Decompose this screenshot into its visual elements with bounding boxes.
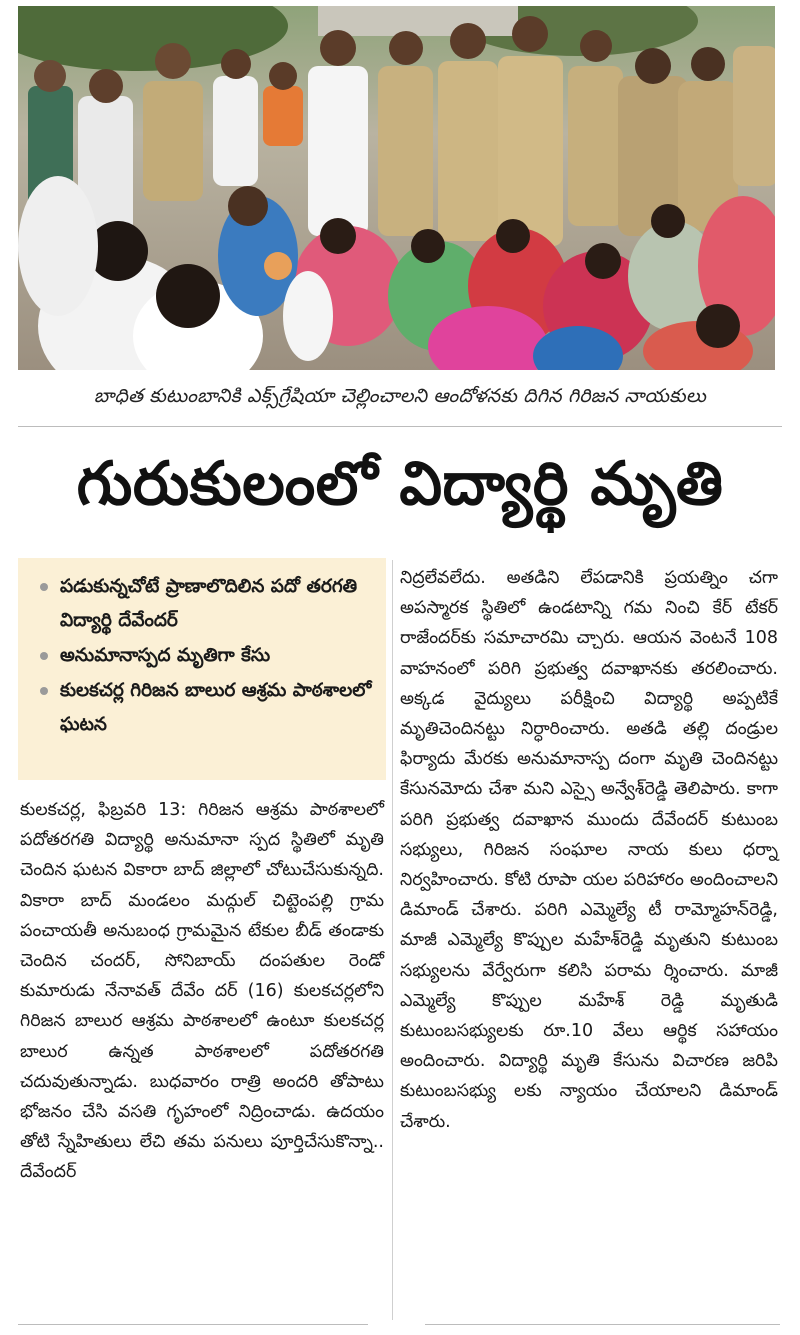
news-photo xyxy=(18,6,775,370)
highlight-item: పడుకున్నచోటే ప్రాణాలొదిలిన పదో తరగతి విద్యార్థి దేవేందర్ xyxy=(36,570,374,638)
headline: గురుకులంలో విద్యార్థి మృతి xyxy=(76,449,724,519)
photo-caption: బాధిత కుటుంబానికి ఎక్స్‌గ్రేషియా చెల్లించాలని ఆందోళనకు దిగిన గిరిజన నాయకులు xyxy=(93,384,707,407)
article-body-right: నిద్రలేవలేదు. అతడిని లేపడానికి ప్రయత్నిం చగా అపస్మారక స్థితిలో ఉండటాన్ని గమ నించి కేర్ టేకర్ రాజేందర్‌కు సమాచారమి చ్చారు. ఆయన వెంటనే 108 వాహనంలో పరిగి ప్రభుత్వ దవాఖానకు తరలించారు. అక్కడ వైద్యులు పరీక్షించి విద్యార్థి అప్పటికే మృతిచెందినట్టు నిర్ధారించారు. అతడి తల్లి దండ్రుల ఫిర్యాదు మేరకు అనుమానాస్ప దంగా మృతి చెందినట్టు కేసునమోదు చేశా మని ఎస్సై అన్వేశ్‌రెడ్డి తెలిపారు. కాగా పరిగి ప్రభుత్వ దవాఖాన ముందు దేవేందర్ కుటుంబ సభ్యులు, గిరిజన సంఘాల నాయ కులు ధర్నా నిర్వహించారు. కోటి రూపా యల పరిహారం అందించాలని డిమాండ్ చేశారు. పరిగి ఎమ్మెల్యే టీ రామ్మోహన్‌రెడ్డి, మాజీ ఎమ్మెల్యే కొప్పుల మహేశ్‌రెడ్డి మృతుని కుటుంబ సభ్యులను వేర్వేరుగా కలిసి పరామ ర్శించారు. మాజీ ఎమ్మెల్యే కొప్పుల మహేశ్ రెడ్డి మృతుడి కుటుంబసభ్యులకు రూ.10 వేలు ఆర్థిక సహాయం అందించారు. విద్యార్థి మృతి కేసును విచారణ జరిపి కుటుంబసభ్యు లకు న్యాయం చేయాలని డిమాండ్ చేశారు. xyxy=(400,568,778,1132)
bottom-rule-left xyxy=(18,1324,368,1325)
highlight-item: అనుమానాస్పద మృతిగా కేసు xyxy=(36,639,374,673)
highlight-item: కులకచర్ల గిరిజన బాలుర ఆశ్రమ పాఠశాలలో ఘటన xyxy=(36,674,374,742)
column-divider xyxy=(392,560,393,1320)
article-body-left: కులకచర్ల, ఫిబ్రవరి 13: గిరిజన ఆశ్రమ పాఠశాలలో పదోతరగతి విద్యార్థి అనుమానా స్పద స్థితిలో మృతి చెందిన ఘటన వికారా బాద్ జిల్లాలో చోటుచేసుకున్నది. వికారా బాద్ మండలం మద్గుల్ చిట్టెంపల్లి గ్రామ పంచాయతీ అనుబంధ గ్రామమైన టేకుల బీడ్ తండాకు చెందిన చందర్, సోనిబాయ్ దంపతుల రెండో కుమారుడు నేనావత్ దేవేం దర్ (16) కులకచర్లలోని గిరిజన బాలుర ఆశ్రమ పాఠశాలలో ఉంటూ కులకచర్ల బాలుర ఉన్నత పాఠశాలలో పదోతరగతి చదువుతున్నాడు. బుధవారం రాత్రి అందరి తోపాటు భోజనం చేసి వసతి గృహంలో నిద్రించాడు. ఉదయం తోటి స్నేహితులు లేచి తమ పనులు పూర్తిచేసుకొన్నా.. దేవేందర్ xyxy=(20,800,384,1183)
bottom-rule-right xyxy=(425,1324,780,1325)
protest-photo-illustration xyxy=(18,6,775,370)
caption-divider xyxy=(18,426,782,427)
highlights-box xyxy=(18,558,386,780)
